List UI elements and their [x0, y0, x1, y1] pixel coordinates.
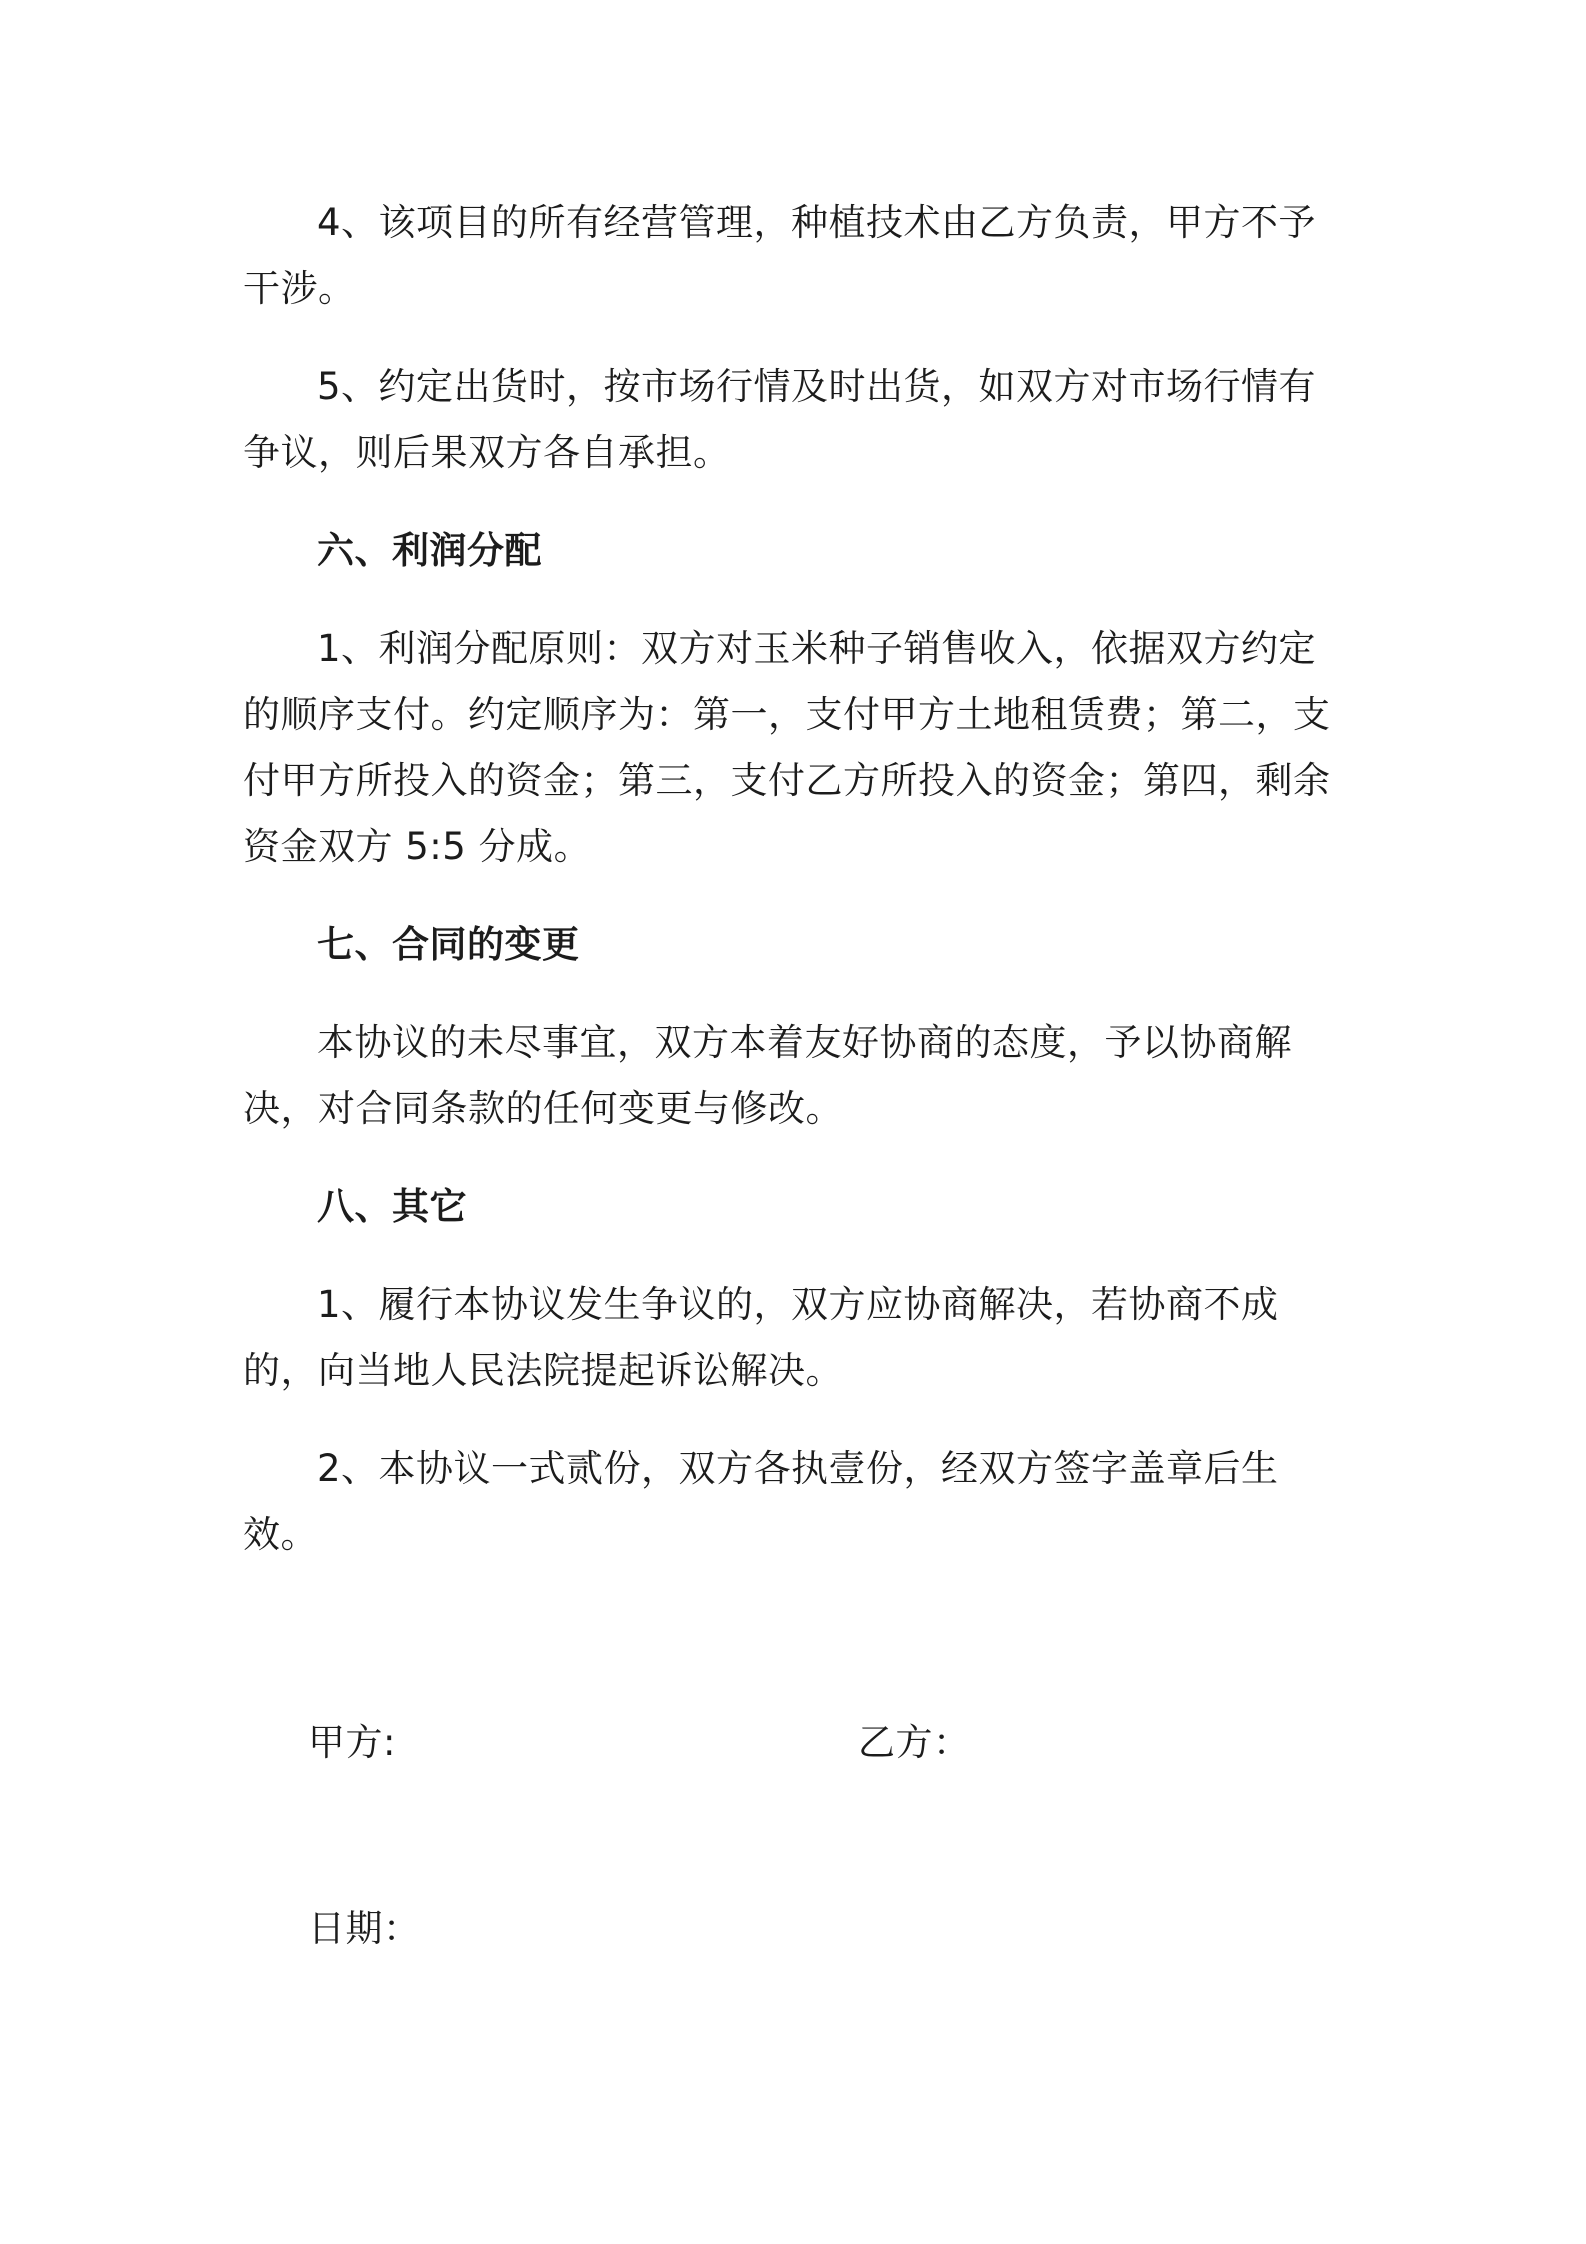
- section-heading-amendment: 七、合同的变更: [317, 923, 580, 966]
- clause-5-shipment: 5、约定出货时，按市场行情及时出货，如双方对市场行情有争议，则后果双方各自承担。: [243, 365, 1317, 474]
- clause-profit-principle: 1、利润分配原则：双方对玉米种子销售收入，依据双方约定的顺序支付。约定顺序为：第一，支付甲方土地租赁费；第二，支付甲方所投入的资金；第三，支付乙方所投入的资金；第四，剩余资金双方 5:5 分成。: [243, 627, 1331, 868]
- section-heading-other: 八、其它: [317, 1185, 467, 1228]
- party-a-signature-label: 甲方:: [308, 1721, 396, 1764]
- section-heading-profit: 六、利润分配: [317, 529, 542, 572]
- document-body: [243, 190, 1343, 1600]
- signature-date-label: 日期：: [308, 1907, 421, 1950]
- clause-dispute: 1、履行本协议发生争议的，双方应协商解决，若协商不成的，向当地人民法院提起诉讼解决。: [243, 1283, 1279, 1392]
- clause-copies: 2、本协议一式贰份，双方各执壹份，经双方签字盖章后生效。: [243, 1447, 1279, 1556]
- clause-4-management: 4、该项目的所有经营管理，种植技术由乙方负责，甲方不予干涉。: [243, 201, 1317, 310]
- clause-amendment: 本协议的未尽事宜，双方本着友好协商的态度，予以协商解决，对合同条款的任何变更与修改。: [243, 1021, 1292, 1130]
- party-b-signature-label: 乙方：: [858, 1721, 971, 1764]
